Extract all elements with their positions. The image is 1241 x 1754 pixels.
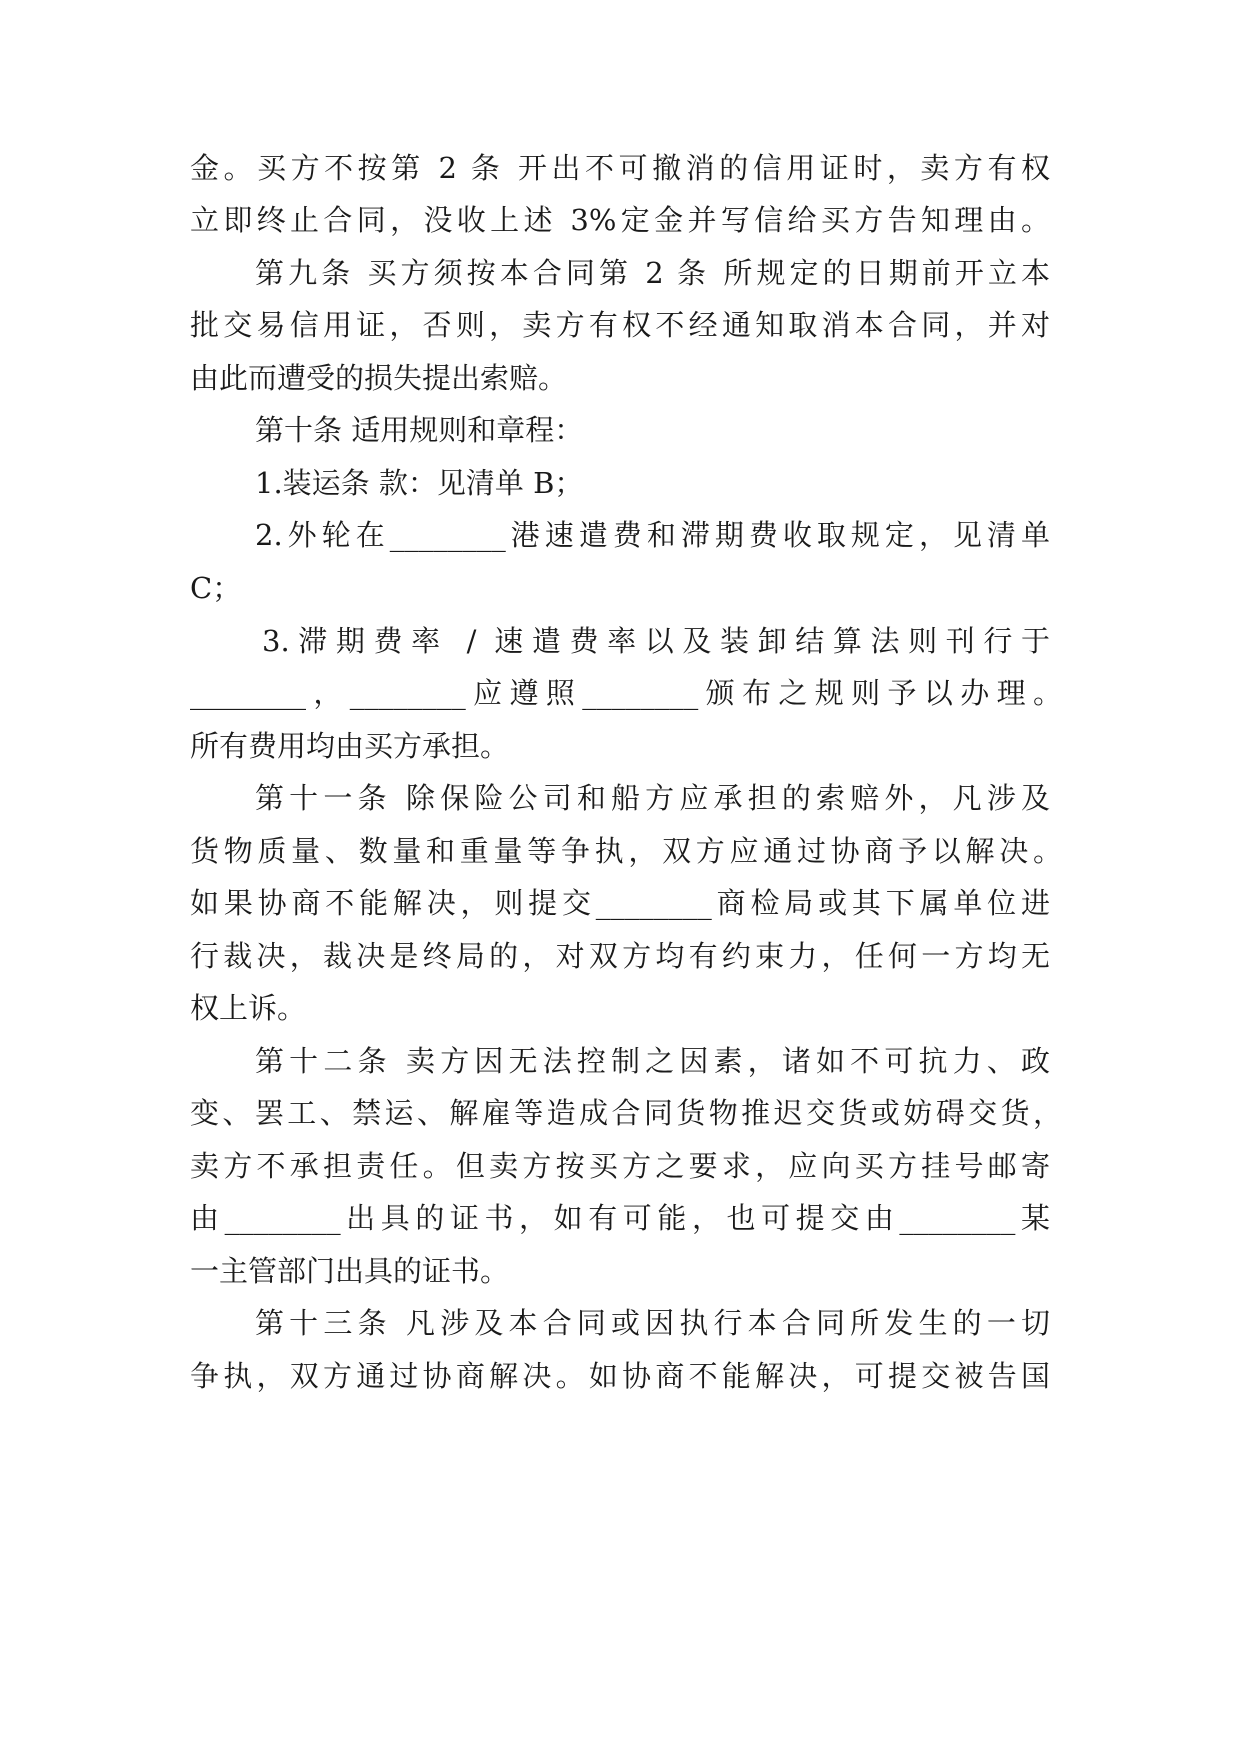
text-line-17: 权上诉。 [190, 991, 307, 1025]
text-line-14: 货物质量、数量和重量等争执，双方应通过协商予以解决。 [190, 834, 1062, 868]
text-line-10: 3.滞期费率 / 速遣费率以及装卸结算法则刊行于 [262, 624, 1050, 658]
text-line-21: 由________出具的证书，如有可能，也可提交由________某 [190, 1201, 1050, 1235]
text-line-18: 第十二条 卖方因无法控制之因素，诸如不可抗力、政 [255, 1044, 1050, 1078]
text-line-15: 如果协商不能解决，则提交________商检局或其下属单位进 [190, 886, 1050, 920]
text-line-5: 由此而遭受的损失提出索赔。 [190, 361, 568, 395]
text-line-22: 一主管部门出具的证书。 [190, 1254, 510, 1288]
text-line-1: 金。买方不按第 2 条 开出不可撤消的信用证时，卖方有权 [190, 151, 1050, 185]
text-line-2: 立即终止合同，没收上述 3%定金并写信给买方告知理由。 [190, 203, 1050, 237]
text-line-24: 争执，双方通过协商解决。如协商不能解决，可提交被告国 [190, 1359, 1050, 1393]
text-line-4: 批交易信用证，否则，卖方有权不经通知取消本合同，并对 [190, 308, 1050, 342]
text-line-19: 变、罢工、禁运、解雇等造成合同货物推迟交货或妨碍交货， [190, 1096, 1062, 1130]
text-line-3: 第九条 买方须按本合同第 2 条 所规定的日期前开立本 [255, 256, 1050, 290]
text-line-8: 2.外轮在________港速遣费和滞期费收取规定，见清单 [255, 518, 1050, 552]
text-line-9: C； [190, 571, 242, 605]
text-line-23: 第十三条 凡涉及本合同或因执行本合同所发生的一切 [255, 1306, 1050, 1340]
text-line-6: 第十条 适用规则和章程： [255, 413, 584, 447]
text-line-7: 1.装运条 款：见清单 B； [255, 466, 584, 500]
text-line-13: 第十一条 除保险公司和船方应承担的索赔外，凡涉及 [255, 781, 1050, 815]
text-line-16: 行裁决，裁决是终局的，对双方均有约束力，任何一方均无 [190, 939, 1050, 973]
text-line-20: 卖方不承担责任。但卖方按买方之要求，应向买方挂号邮寄 [190, 1149, 1050, 1183]
text-line-11: ________，________应遵照________颁布之规则予以办理。 [190, 676, 1062, 710]
text-line-12: 所有费用均由买方承担。 [190, 729, 510, 763]
